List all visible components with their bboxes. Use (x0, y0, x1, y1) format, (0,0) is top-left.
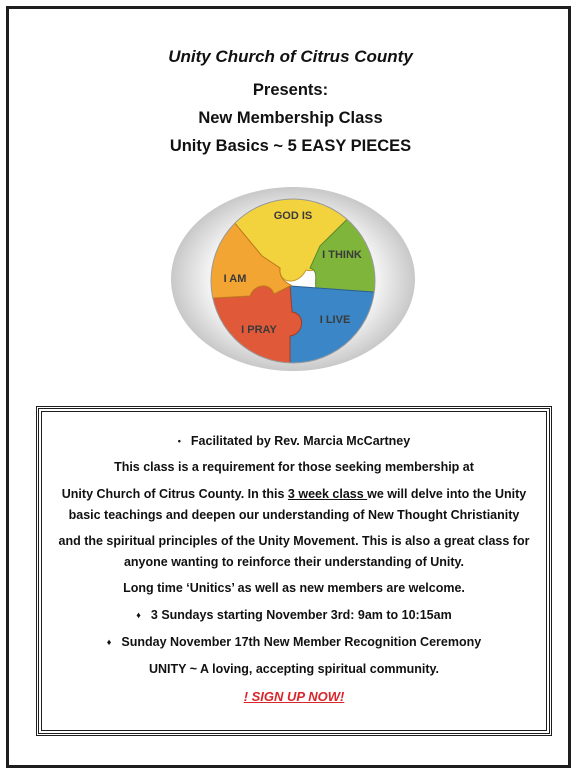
presents-text: Presents: (252, 81, 329, 99)
class-info-box (36, 406, 552, 736)
diamond-bullet-icon: ♦ (136, 610, 141, 620)
principles-line-2: anyone wanting to reinforce their understanding of Unity. (123, 555, 465, 569)
piece-label-god-is: GOD IS (273, 210, 313, 222)
piece-label-i-live: I LIVE (319, 314, 351, 326)
diamond-bullet-icon: ♦ (106, 637, 112, 647)
welcome-line: Long time ‘Unitics’ as well as new members are welcome. (123, 581, 465, 595)
requirement-line-2: Unity Church of Citrus County. In this 3 week class we will delve into the Unity (61, 487, 527, 501)
bullet-icon: • (177, 436, 181, 446)
motto-line: UNITY ~ A loving, accepting spiritual community. (149, 662, 439, 676)
schedule-line: ♦ 3 Sundays starting November 3rd: 9am to 10:15am (136, 608, 452, 622)
sign-up-link[interactable]: ! SIGN UP NOW! (243, 689, 345, 704)
ceremony-line: ♦ Sunday November 17th New Member Recognition Ceremony (106, 635, 482, 649)
principles-line-1: and the spiritual principles of the Unity Movement. This is also a great class for (58, 534, 530, 548)
class-info-text (39, 425, 549, 706)
puzzle-logo-graphic (170, 186, 416, 372)
flyer-header (0, 44, 581, 160)
puzzle-logo (170, 186, 416, 372)
piece-label-i-think: I THINK (322, 249, 362, 261)
church-name: Unity Church of Citrus County (168, 47, 413, 66)
class-title: New Membership Class (198, 109, 383, 127)
class-subtitle: Unity Basics ~ 5 EASY PIECES (169, 137, 412, 155)
requirement-line-3: basic teachings and deepen our understanding of New Thought Christianity (68, 508, 520, 522)
three-week-class-emphasis: 3 week class (287, 487, 368, 501)
piece-label-i-am: I AM (223, 273, 247, 285)
piece-label-i-pray: I PRAY (241, 324, 277, 336)
requirement-line-1: This class is a requirement for those seeking membership at (114, 460, 474, 474)
facilitator-line: • Facilitated by Rev. Marcia McCartney (177, 434, 411, 448)
